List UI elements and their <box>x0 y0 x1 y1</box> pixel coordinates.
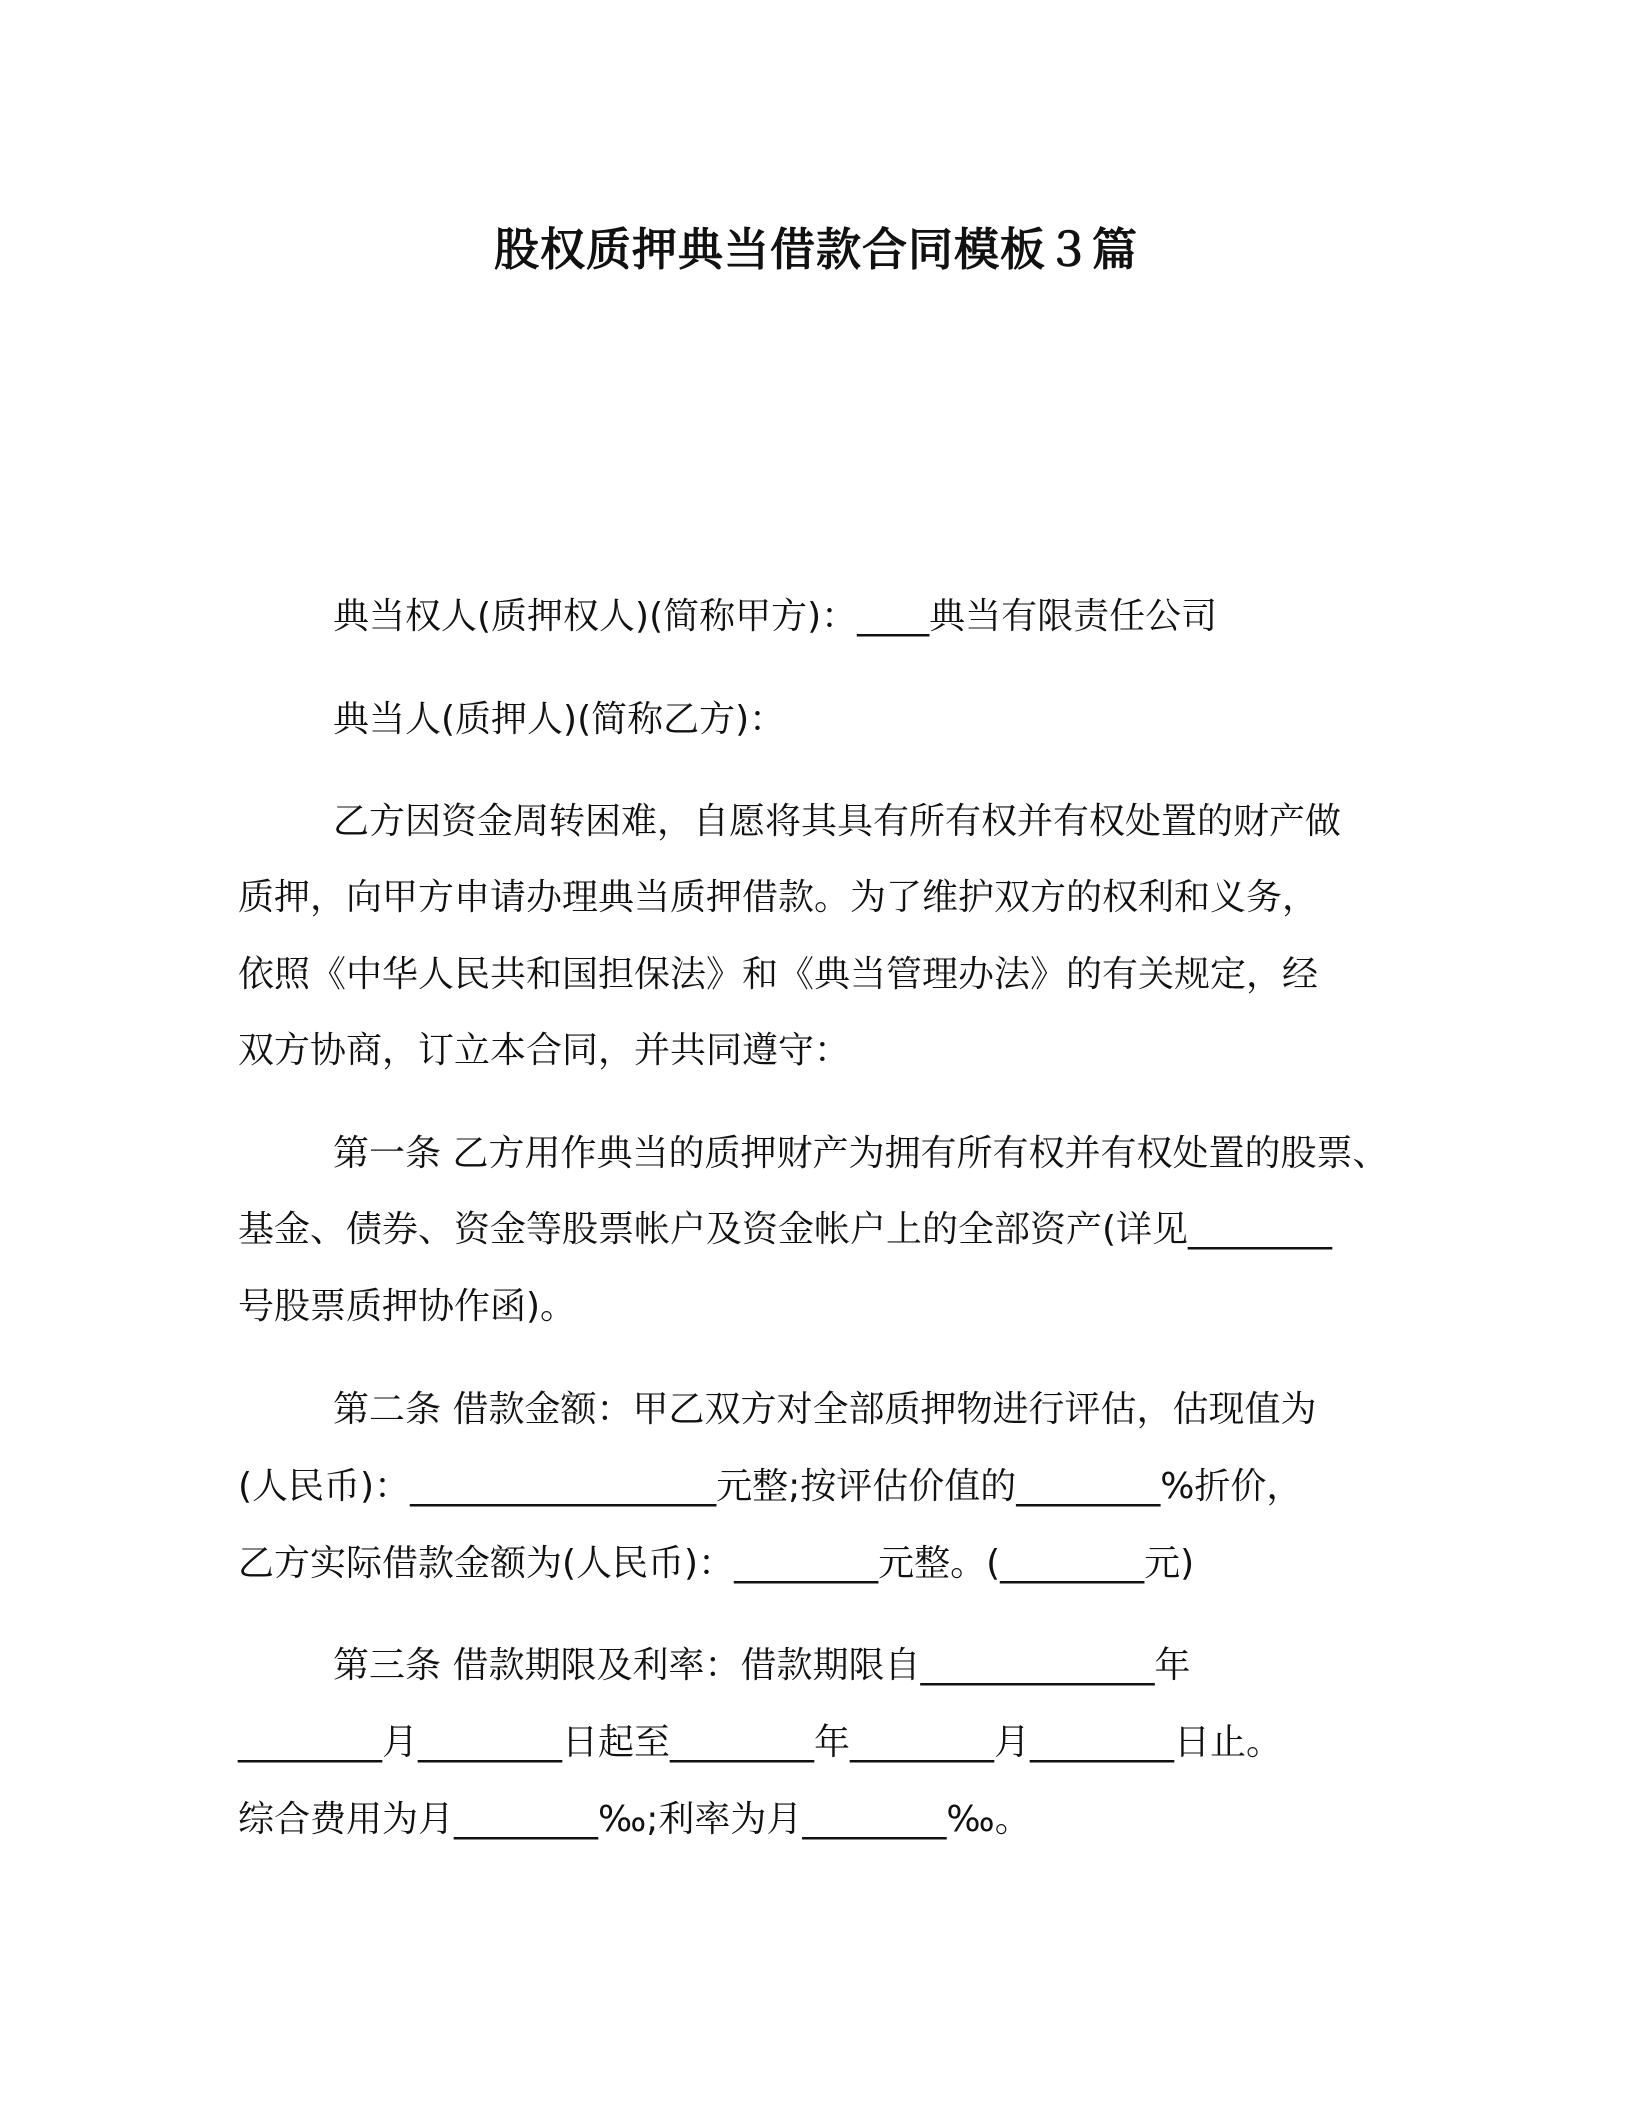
preamble-line-2: 质押，向甲方申请办理典当质押借款。为了维护双方的权利和义务， <box>238 877 1319 918</box>
preamble-line-3: 依照《中华人民共和国担保法》和《典当管理办法》的有关规定，经 <box>238 954 1319 995</box>
preamble-line-4: 双方协商，订立本合同，并共同遵守： <box>238 1030 851 1071</box>
article-2-line-1: 第二条 借款金额：甲乙双方对全部质押物进行评估，估现值为 <box>333 1389 1317 1430</box>
article-3-line-3: 综合费用为月________‰;利率为月________‰。 <box>238 1799 1031 1840</box>
article-1-line-1: 第一条 乙方用作典当的质押财产为拥有所有权并有权处置的股票、 <box>333 1133 1389 1174</box>
article-1-line-2: 基金、债券、资金等股票帐户及资金帐户上的全部资产(详见________ <box>238 1209 1333 1250</box>
preamble-line-1: 乙方因资金周转困难，自愿将其具有所有权并有权处置的财产做 <box>333 801 1342 842</box>
document-title: 股权质押典当借款合同模板３篇 <box>493 223 1138 276</box>
pawnee-line: 典当权人(质押权人)(简称甲方)：____典当有限责任公司 <box>333 596 1218 637</box>
article-3-line-1: 第三条 借款期限及利率：借款期限自_____________年 <box>333 1645 1191 1686</box>
pawnor-line: 典当人(质押人)(简称乙方)： <box>333 699 786 740</box>
article-2-line-3: 乙方实际借款金额为(人民币)：________元整。(________元) <box>238 1543 1195 1584</box>
article-2-line-2: (人民币)：_________________元整;按评估价值的________%折价， <box>238 1466 1303 1507</box>
article-1-line-3: 号股票质押协作函)。 <box>238 1286 577 1327</box>
article-3-line-2: ________月________日起至________年________月________日止。 <box>238 1722 1283 1763</box>
